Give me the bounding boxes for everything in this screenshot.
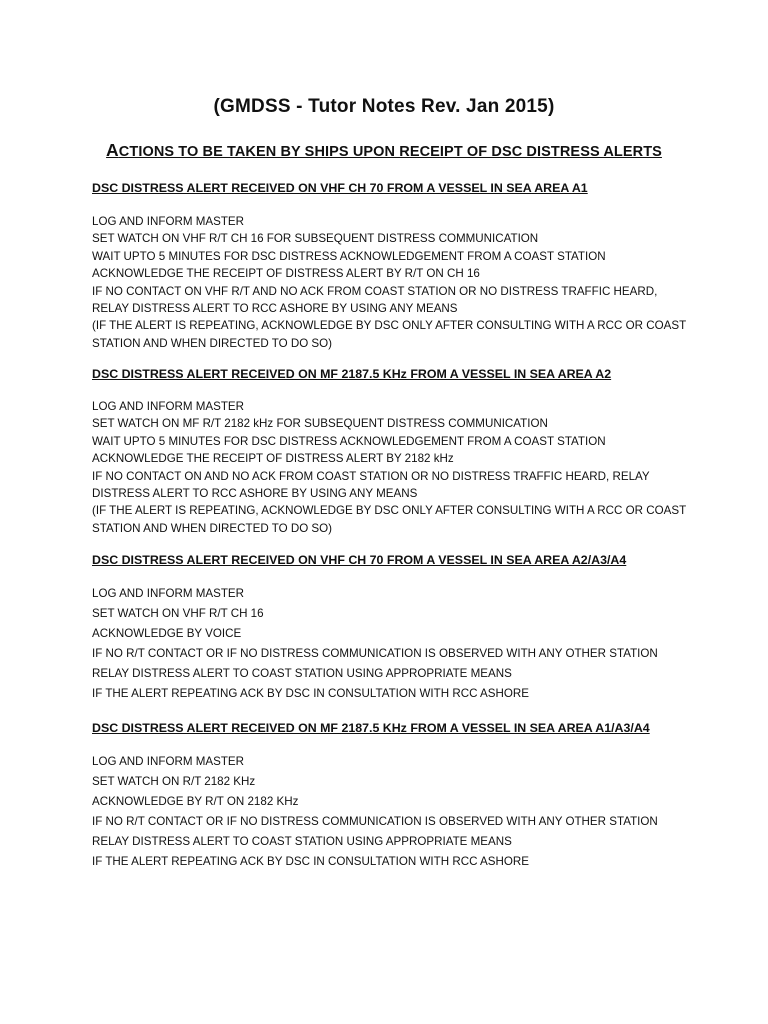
- subtitle-initial: A: [106, 140, 119, 160]
- list-item: WAIT UPTO 5 MINUTES FOR DSC DISTRESS ACKNOWLEDGEMENT FROM A COAST STATION: [92, 434, 606, 448]
- section-heading: DSC DISTRESS ALERT RECEIVED ON MF 2187.5 KHz FROM A VESSEL IN SEA AREA A1/A3/A4: [92, 721, 650, 735]
- list-item: LOG AND INFORM MASTER: [92, 755, 245, 768]
- action-list: [92, 213, 732, 352]
- list-item: STATION AND WHEN DIRECTED TO DO SO): [92, 336, 333, 350]
- list-item: ACKNOWLEDGE BY VOICE: [92, 627, 242, 640]
- action-list: [92, 752, 732, 872]
- list-item: LOG AND INFORM MASTER: [92, 215, 245, 228]
- list-item: (IF THE ALERT IS REPEATING, ACKNOWLEDGE BY DSC ONLY AFTER CONSULTING WITH A RCC OR COAST: [92, 319, 687, 333]
- list-item: ACKNOWLEDGE BY R/T ON 2182 KHz: [92, 795, 299, 808]
- list-item: IF THE ALERT REPEATING ACK BY DSC IN CONSULTATION WITH RCC ASHORE: [92, 855, 529, 868]
- document-title: (GMDSS - Tutor Notes Rev. Jan 2015): [213, 96, 555, 117]
- list-item: SET WATCH ON VHF R/T CH 16 FOR SUBSEQUENT DISTRESS COMMUNICATION: [92, 232, 539, 246]
- section-heading: DSC DISTRESS ALERT RECEIVED ON VHF CH 70 FROM A VESSEL IN SEA AREA A2/A3/A4: [92, 553, 627, 567]
- section-vhf-a2-a3-a4: [92, 552, 732, 704]
- list-item: ACKNOWLEDGE THE RECEIPT OF DISTRESS ALERT BY R/T ON CH 16: [92, 267, 480, 281]
- list-item: (IF THE ALERT IS REPEATING, ACKNOWLEDGE BY DSC ONLY AFTER CONSULTING WITH A RCC OR COAST: [92, 504, 687, 518]
- list-item: SET WATCH ON VHF R/T CH 16: [92, 607, 264, 620]
- subtitle-text: CTIONS TO BE TAKEN BY SHIPS UPON RECEIPT OF DSC DISTRESS ALERTS: [118, 144, 662, 160]
- list-item: IF NO R/T CONTACT OR IF NO DISTRESS COMMUNICATION IS OBSERVED WITH ANY OTHER STATION: [92, 647, 658, 660]
- list-item: LOG AND INFORM MASTER: [92, 587, 245, 600]
- list-item: LOG AND INFORM MASTER: [92, 400, 245, 413]
- list-item: IF NO CONTACT ON AND NO ACK FROM COAST STATION OR NO DISTRESS TRAFFIC HEARD, RELAY: [92, 469, 650, 483]
- section-vhf-a1: [92, 180, 732, 352]
- list-item: IF NO R/T CONTACT OR IF NO DISTRESS COMMUNICATION IS OBSERVED WITH ANY OTHER STATION: [92, 815, 658, 828]
- list-item: SET WATCH ON MF R/T 2182 kHz FOR SUBSEQUENT DISTRESS COMMUNICATION: [92, 417, 548, 431]
- section-heading: DSC DISTRESS ALERT RECEIVED ON VHF CH 70 FROM A VESSEL IN SEA AREA A1: [92, 181, 588, 195]
- list-item: WAIT UPTO 5 MINUTES FOR DSC DISTRESS ACKNOWLEDGEMENT FROM A COAST STATION: [92, 249, 606, 263]
- list-item: IF NO CONTACT ON VHF R/T AND NO ACK FROM COAST STATION OR NO DISTRESS TRAFFIC HEARD,: [92, 284, 658, 298]
- action-list: [92, 398, 732, 537]
- section-mf-a2: [92, 366, 732, 537]
- section-heading: DSC DISTRESS ALERT RECEIVED ON MF 2187.5 KHz FROM A VESSEL IN SEA AREA A2: [92, 367, 612, 381]
- list-item: RELAY DISTRESS ALERT TO COAST STATION USING APPROPRIATE MEANS: [92, 835, 512, 848]
- list-item: IF THE ALERT REPEATING ACK BY DSC IN CONSULTATION WITH RCC ASHORE: [92, 687, 529, 700]
- document-subtitle: [0, 140, 768, 161]
- list-item: SET WATCH ON R/T 2182 KHz: [92, 775, 256, 788]
- list-item: DISTRESS ALERT TO RCC ASHORE BY USING ANY MEANS: [92, 487, 418, 501]
- list-item: RELAY DISTRESS ALERT TO RCC ASHORE BY USING ANY MEANS: [92, 302, 458, 316]
- list-item: STATION AND WHEN DIRECTED TO DO SO): [92, 521, 333, 535]
- list-item: ACKNOWLEDGE THE RECEIPT OF DISTRESS ALERT BY 2182 kHz: [92, 452, 454, 466]
- action-list: [92, 584, 732, 704]
- list-item: RELAY DISTRESS ALERT TO COAST STATION USING APPROPRIATE MEANS: [92, 667, 512, 680]
- section-mf-a1-a3-a4: [92, 720, 732, 872]
